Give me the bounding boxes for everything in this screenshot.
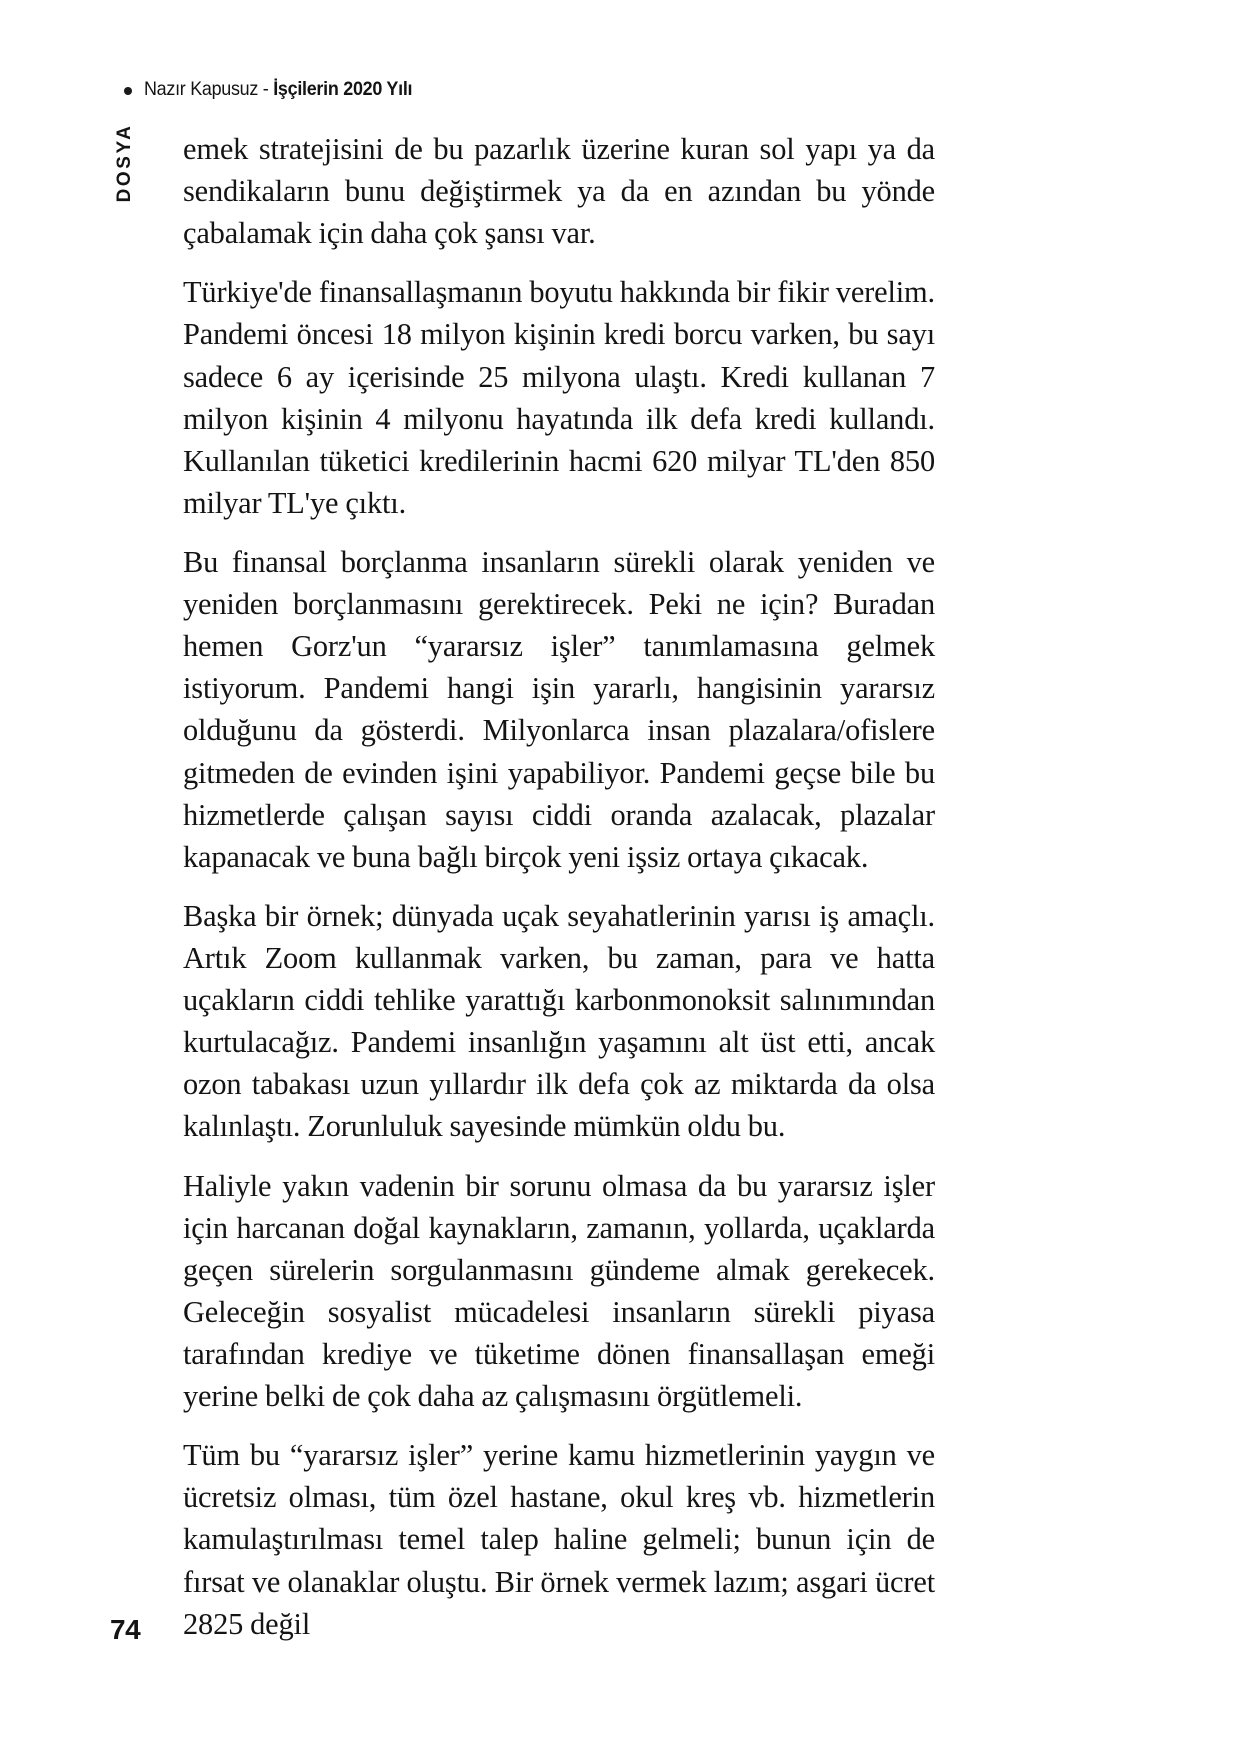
bullet-dot-icon xyxy=(124,87,132,95)
section-tab xyxy=(108,113,142,213)
running-header-title: İşçilerin 2020 Yılı xyxy=(273,78,413,100)
paragraph: Haliyle yakın vadenin bir sorunu olmasa da bu yararsız işler için harcanan doğal kaynakların, zamanın, yollarda, uçaklarda geçen sürelerin sorgulanmasını gündeme almak gerekecek. Geleceğin sosyalist mücadelesi insanların sürekli piyasa tarafından krediye ve tüketime dönen finansallaşan emeği yerine belki de çok daha az çalışmasını örgütlemeli. xyxy=(183,1168,935,1414)
paragraph: Türkiye'de finansallaşmanın boyutu hakkında bir fikir verelim. Pandemi öncesi 18 milyon kişinin kredi borcu varken, bu sayı sadece 6 ay içerisinde 25 milyona ulaştı. Kredi kullanan 7 milyon kişinin 4 milyonu hayatında ilk defa kredi kullandı. Kullanılan tüketici kredilerinin hacmi 620 milyar TL'den 850 milyar TL'ye çıktı. xyxy=(183,275,935,520)
paragraph: Bu finansal borçlanma insanların sürekli olarak yeniden ve yeniden borçlanmasını gerektirecek. Peki ne için? Buradan hemen Gorz'un “yararsız işler” tanımlamasına gelmek istiyorum. Pandemi hangi işin yararlı, hangisinin yararsız olduğunu da gösterdi. Milyonlarca insan plazalara/ofislere gitmeden de evinden işini yapabiliyor. Pandemi geçse bile bu hizmetlerde çalışan sayısı ciddi oranda azalacak, plazalar kapanacak ve buna bağlı birçok yeni işsiz ortaya çıkacak. xyxy=(183,544,935,874)
paragraph: emek stratejisini de bu pazarlık üzerine kuran sol yapı ya da sendikaların bunu değiştirmek ya da en azından bu yönde çabalamak için daha çok şansı var. xyxy=(183,132,935,251)
section-tab-label: DOSYA xyxy=(114,123,135,203)
running-header-text xyxy=(144,78,412,101)
paragraph: Tüm bu “yararsız işler” yerine kamu hizmetlerinin yaygın ve ücretsiz olması, tüm özel hastane, okul kreş vb. hizmetlerin kamulaştırılması temel talep haline gelmeli; bunun için de fırsat ve olanaklar oluştu. Bir örnek vermek lazım; asgari ücret 2825 değil xyxy=(183,1438,935,1641)
running-header-author: Nazır Kapusuz xyxy=(144,78,259,100)
running-header-separator: - xyxy=(258,78,274,100)
body-text-column xyxy=(183,128,935,1645)
page-number: 74 xyxy=(110,1614,141,1645)
running-header xyxy=(124,78,436,101)
paragraph: Başka bir örnek; dünyada uçak seyahatlerinin yarısı iş amaçlı. Artık Zoom kullanmak varken, bu zaman, para ve hatta uçakların ciddi tehlike yarattığı karbonmonoksit salınımından kurtulacağız. Pandemi insanlığın yaşamını alt üst etti, ancak ozon tabakası uzun yıllardır ilk defa çok az miktarda da olsa kalınlaştı. Zorunluluk sayesinde mümkün oldu bu. xyxy=(183,898,935,1144)
